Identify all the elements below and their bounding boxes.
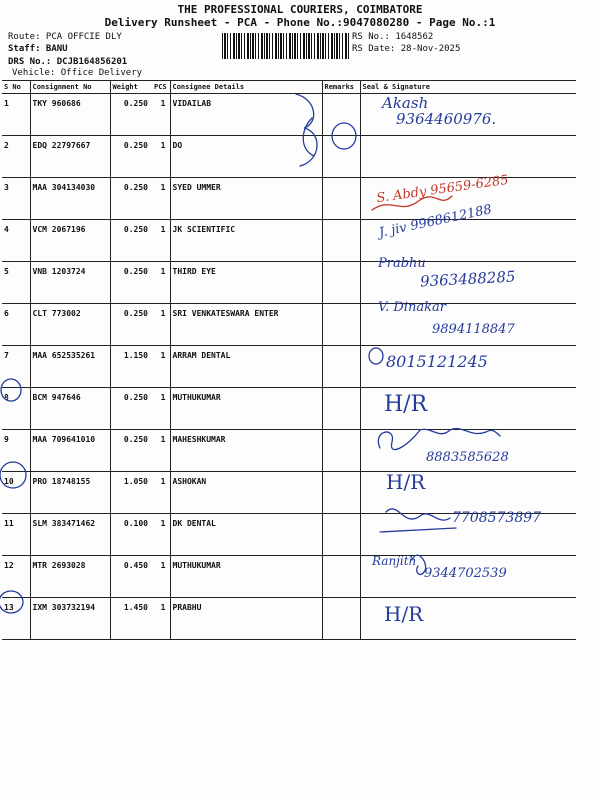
row-weight: 1.150	[110, 346, 152, 388]
row-consignee: ASHOKAN	[170, 472, 322, 514]
handwriting-r13: H/R	[384, 602, 424, 626]
row-consignee: SYED UMMER	[170, 178, 322, 220]
row-remarks	[322, 220, 360, 262]
row-sno: 13	[2, 598, 30, 640]
row-remarks	[322, 556, 360, 598]
row-remarks	[322, 598, 360, 640]
row-consignee: JK SCIENTIFIC	[170, 220, 322, 262]
row-consignment-no: VNB 1203724	[30, 262, 110, 304]
row-weight: 0.250	[110, 178, 152, 220]
table-row	[2, 220, 576, 262]
handwriting-r12-phone: 9344702539	[424, 566, 507, 581]
handwriting-r7: 8015121245	[386, 352, 488, 371]
table-row	[2, 346, 576, 388]
row-pcs: 1	[152, 136, 170, 178]
handwriting-r5-phone: 9363488285	[419, 267, 516, 291]
handwriting-r1-name: Akash	[382, 94, 429, 112]
row-pcs: 1	[152, 430, 170, 472]
handwriting-r6-name: V. Dinakar	[378, 300, 446, 315]
row-consignment-no: BCM 947646	[30, 388, 110, 430]
row-consignment-no: TKY 960686	[30, 94, 110, 136]
row-pcs: 1	[152, 388, 170, 430]
row-consignment-no: EDQ 22797667	[30, 136, 110, 178]
handwriting-r3: S. Abdy 95659-6285	[375, 172, 510, 207]
row-remarks	[322, 136, 360, 178]
row-pcs: 1	[152, 346, 170, 388]
row-weight: 0.250	[110, 304, 152, 346]
row-consignment-no: VCM 2067196	[30, 220, 110, 262]
rs-date: RS Date: 28-Nov-2025	[352, 44, 461, 54]
row-consignee: MUTHUKUMAR	[170, 388, 322, 430]
row-sno: 7	[2, 346, 30, 388]
row-sno: 9	[2, 430, 30, 472]
row-pcs: 1	[152, 262, 170, 304]
col-remarks: Remarks	[322, 81, 360, 94]
row-pcs: 1	[152, 94, 170, 136]
row-sno: 11	[2, 514, 30, 556]
row-consignment-no: MAA 709641010	[30, 430, 110, 472]
row-consignee: MUTHUKUMAR	[170, 556, 322, 598]
row-weight: 0.250	[110, 430, 152, 472]
row-consignee: DO	[170, 136, 322, 178]
row-sno: 12	[2, 556, 30, 598]
route-label: Route: PCA OFFCIE DLY	[8, 32, 122, 42]
col-pcs: PCS	[152, 81, 170, 94]
row-weight: 1.050	[110, 472, 152, 514]
row-pcs: 1	[152, 304, 170, 346]
table-row	[2, 472, 576, 514]
row-consignment-no: IXM 303732194	[30, 598, 110, 640]
row-pcs: 1	[152, 472, 170, 514]
handwriting-r4: J. jiv 9968612188	[377, 202, 494, 241]
table-row	[2, 598, 576, 640]
handwriting-r11: 7708573897	[452, 510, 542, 526]
row-sno: 6	[2, 304, 30, 346]
row-consignee: MAHESHKUMAR	[170, 430, 322, 472]
row-weight: 1.450	[110, 598, 152, 640]
row-remarks	[322, 514, 360, 556]
row-consignee: SRI VENKATESWARA ENTER	[170, 304, 322, 346]
col-consignee: Consignee Details	[170, 81, 322, 94]
handwriting-r6-phone: 9894118847	[432, 322, 515, 337]
barcode	[222, 33, 350, 59]
row-remarks	[322, 388, 360, 430]
row-pcs: 1	[152, 556, 170, 598]
row-sno: 8	[2, 388, 30, 430]
col-weight: Weight	[110, 81, 152, 94]
row-remarks	[322, 94, 360, 136]
row-consignee: ARRAM DENTAL	[170, 346, 322, 388]
staff-label: Staff: BANU	[8, 44, 68, 54]
col-seal: Seal & Signature	[360, 81, 576, 94]
drs-number: DRS No.: DCJB164856201	[8, 57, 128, 67]
handwriting-r5-name: Prabhu	[378, 256, 426, 271]
table-header	[2, 81, 576, 94]
row-weight: 0.250	[110, 220, 152, 262]
row-remarks	[322, 346, 360, 388]
rs-number: RS No.: 1648562	[352, 32, 434, 42]
row-sno: 3	[2, 178, 30, 220]
row-consignment-no: MAA 652535261	[30, 346, 110, 388]
row-remarks	[322, 262, 360, 304]
row-remarks	[322, 304, 360, 346]
handwriting-r8: H/R	[384, 392, 428, 417]
handwriting-r10: H/R	[386, 470, 426, 494]
runsheet-subtitle: Delivery Runsheet - PCA - Phone No.:9047080280 - Page No.:1	[104, 16, 496, 29]
row-weight: 0.100	[110, 514, 152, 556]
row-weight: 0.250	[110, 388, 152, 430]
row-consignment-no: PRO 18748155	[30, 472, 110, 514]
col-consignment: Consignment No	[30, 81, 110, 94]
row-pcs: 1	[152, 178, 170, 220]
row-signature	[360, 136, 576, 178]
row-consignee: THIRD EYE	[170, 262, 322, 304]
row-pcs: 1	[152, 598, 170, 640]
row-consignee: DK DENTAL	[170, 514, 322, 556]
row-weight: 0.450	[110, 556, 152, 598]
row-consignment-no: MTR 2693028	[30, 556, 110, 598]
table-row	[2, 388, 576, 430]
row-weight: 0.250	[110, 262, 152, 304]
handwriting-r9-phone: 8883585628	[426, 450, 509, 465]
row-pcs: 1	[152, 220, 170, 262]
company-title: THE PROFESSIONAL COURIERS, COIMBATORE	[177, 3, 423, 16]
table-row	[2, 136, 576, 178]
row-sno: 2	[2, 136, 30, 178]
runsheet-table	[2, 80, 576, 640]
handwriting-r12-name: Ranjith	[372, 554, 417, 568]
row-consignment-no: SLM 383471462	[30, 514, 110, 556]
row-sno: 10	[2, 472, 30, 514]
vehicle-label: Vehicle: Office Delivery	[12, 68, 143, 78]
handwriting-r1-phone: 9364460976.	[396, 110, 497, 128]
row-sno: 1	[2, 94, 30, 136]
row-weight: 0.250	[110, 94, 152, 136]
row-consignee: VIDAILAB	[170, 94, 322, 136]
row-weight: 0.250	[110, 136, 152, 178]
row-remarks	[322, 178, 360, 220]
row-sno: 4	[2, 220, 30, 262]
row-sno: 5	[2, 262, 30, 304]
row-remarks	[322, 430, 360, 472]
row-remarks	[322, 472, 360, 514]
row-consignment-no: CLT 773002	[30, 304, 110, 346]
row-consignment-no: MAA 304134030	[30, 178, 110, 220]
col-sno: S No	[2, 81, 30, 94]
row-consignee: PRABHU	[170, 598, 322, 640]
row-pcs: 1	[152, 514, 170, 556]
